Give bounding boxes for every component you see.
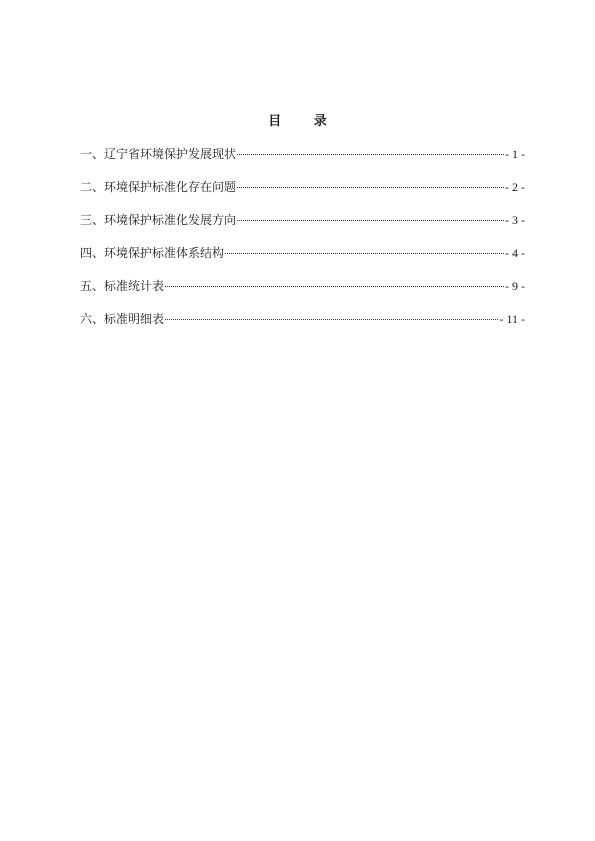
dot-leader — [237, 186, 504, 188]
dot-leader — [237, 153, 504, 155]
toc-title: 目 录 — [268, 114, 341, 129]
dot-leader — [237, 219, 504, 221]
toc-entry-page-number: - 1 - — [505, 147, 525, 161]
toc-entry-label: 四、环境保护标准体系结构 — [80, 246, 225, 260]
toc-entry-page-number: - 2 - — [505, 180, 525, 194]
toc-entry-6[interactable] — [80, 309, 525, 342]
dot-leader — [165, 318, 498, 320]
toc-entry-page-number: - 3 - — [505, 213, 525, 227]
toc-entry-page-number: - 9 - — [505, 279, 525, 293]
toc-entry-label: 五、标准统计表 — [80, 279, 165, 293]
toc-entry-page-number: - 4 - — [505, 246, 525, 260]
toc-entry-label: 二、环境保护标准化存在问题 — [80, 180, 237, 194]
toc-list — [80, 144, 525, 342]
toc-entry-label: 六、标准明细表 — [80, 312, 165, 326]
toc-entry-1[interactable] — [80, 144, 525, 177]
toc-entry-page-number: - 11 - — [499, 312, 525, 326]
toc-entry-5[interactable] — [80, 276, 525, 309]
dot-leader — [165, 285, 504, 287]
toc-entry-label: 一、辽宁省环境保护发展现状 — [80, 147, 237, 161]
dot-leader — [225, 252, 504, 254]
toc-entry-label: 三、环境保护标准化发展方向 — [80, 213, 237, 227]
toc-entry-3[interactable] — [80, 210, 525, 243]
toc-entry-2[interactable] — [80, 177, 525, 210]
toc-entry-4[interactable] — [80, 243, 525, 276]
